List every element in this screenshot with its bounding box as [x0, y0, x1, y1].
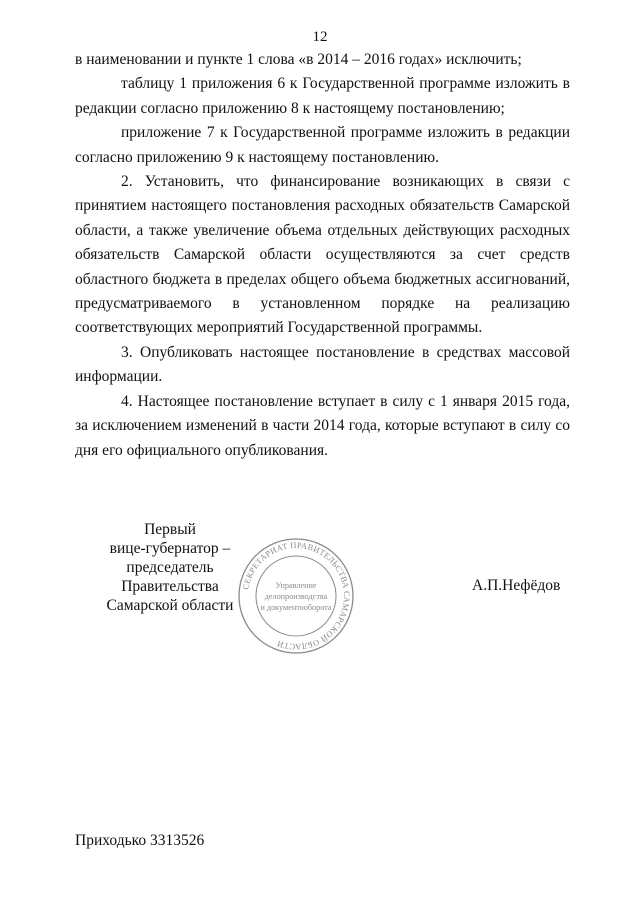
signatory-line: Самарской области	[106, 597, 234, 614]
paragraph-6: 4. Настоящее постановление вступает в силу с 1 января 2015 года, за исключением изменений в части 2014 года, которые вступают в силу со дня его официального опубликования.	[75, 392, 570, 459]
paragraph-1: в наименовании и пункте 1 слова «в 2014 – 2016 годах» исключить;	[75, 51, 522, 68]
paragraph-2: таблицу 1 приложения 6 к Государственной программе изложить в редакции согласно приложению 8 к настоящему постановлению;	[75, 75, 570, 117]
signatory-line: вице-губернатор –	[109, 540, 231, 557]
signatory-name: А.П.Нефёдов	[472, 577, 561, 594]
executor-note: Приходько 3313526	[75, 832, 205, 849]
paragraph-4: 2. Установить, что финансирование возникающих в связи с принятием настоящего постановления расходных обязательств Самарской области, а также увеличение объема отдельных действующих расходных обязательств Самарской области осуществляются за счет средств областного бюджета в пределах общего объема бюджетных ассигнований, предусматриваемого в установленном порядке на реализацию соответствующих мероприятий Государственной программы.	[75, 173, 570, 337]
stamp-center-line: и документооборота	[260, 603, 332, 612]
paragraph-5: 3. Опубликовать настоящее постановление в средствах массовой информации.	[75, 343, 570, 386]
signatory-title	[80, 520, 260, 615]
page-number: 12	[312, 29, 328, 45]
stamp-center-line: Управление	[275, 581, 317, 590]
official-stamp	[236, 536, 356, 656]
paragraph-3: приложение 7 к Государственной программе изложить в редакции согласно приложению 9 к настоящему постановлению.	[75, 124, 570, 166]
document-body	[75, 48, 570, 463]
stamp-ring-text: СЕКРЕТАРИАТ ПРАВИТЕЛЬСТВА САМАРСКОЙ ОБЛАСТИ	[241, 540, 352, 652]
signatory-line: Первый	[144, 521, 196, 538]
signatory-line: председатель Правительства	[121, 559, 219, 595]
stamp-center-line: делопроизводства	[264, 592, 328, 601]
